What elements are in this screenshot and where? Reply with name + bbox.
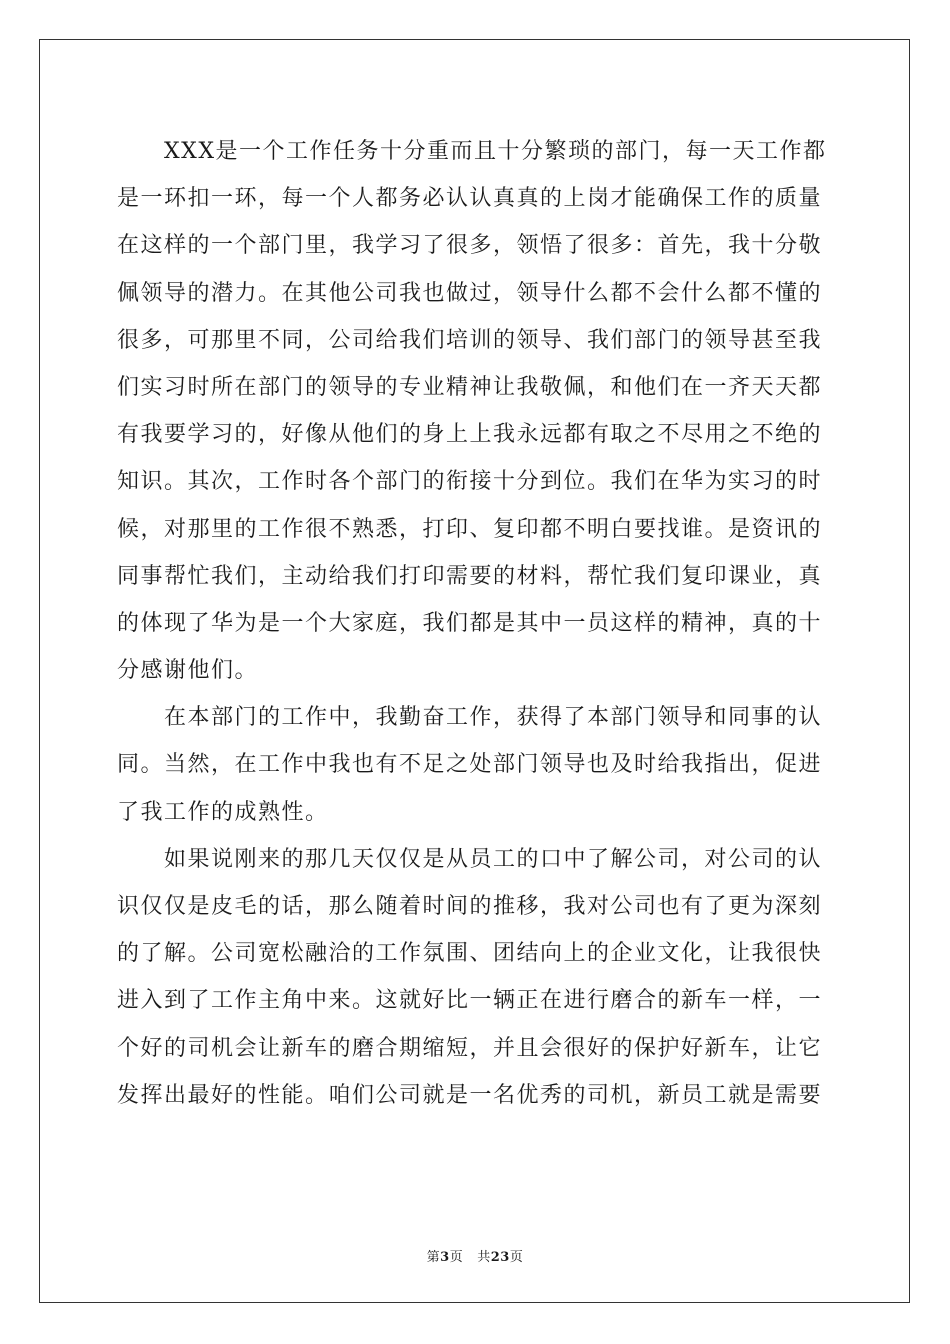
page-suffix: 页 [449,1250,464,1265]
text-line: 很多，可那里不同，公司给我们培训的领导、我们部门的领导甚至我 [117,327,823,353]
text-line: 分感谢他们。 [117,658,259,684]
text-line: 的了解。公司宽松融洽的工作氛围、团结向上的企业文化，让我很快 [117,941,823,967]
text-line: 知识。其次，工作时各个部门的衔接十分到位。我们在华为实习的时 [117,469,823,495]
document-body [117,128,835,1119]
text-line: 候，对那里的工作很不熟悉，打印、复印都不明白要找谁。是资讯的 [117,516,823,542]
text-line: 佩领导的潜力。在其他公司我也做过，领导什么都不会什么都不懂的 [117,280,823,306]
paragraph-3 [117,836,835,1119]
text-line: 进入到了工作主角中来。这就好比一辆正在进行磨合的新车一样，一 [117,988,823,1014]
text-line: 同。当然，在工作中我也有不足之处部门领导也及时给我指出，促进 [117,752,823,778]
total-suffix: 页 [509,1250,524,1265]
text-line: 是一环扣一环，每一个人都务必认认真真的上岗才能确保工作的质量 [117,186,823,212]
paragraph-1 [117,128,835,694]
text-line: 发挥出最好的性能。咱们公司就是一名优秀的司机，新员工就是需要 [117,1082,823,1108]
text-line: 识仅仅是皮毛的话，那么随着时间的推移，我对公司也有了更为深刻 [117,894,823,919]
text-line: 如果说刚来的那几天仅仅是从员工的口中了解公司，对公司的认 [164,846,823,872]
text-line: 有我要学习的，好像从他们的身上上我永远都有取之不尽用之不绝的 [117,422,823,448]
text-line: 们实习时所在部门的领导的专业精神让我敬佩，和他们在一齐天天都 [117,374,823,400]
text-line: 了我工作的成熟性。 [117,799,329,825]
text-line: XXX是一个工作任务十分重而且十分繁琐的部门，每一天工作都 [164,139,827,164]
text-line: 在本部门的工作中，我勤奋工作，获得了本部门领导和同事的认 [164,705,823,731]
text-line: 同事帮忙我们，主动给我们打印需要的材料，帮忙我们复印课业，真 [117,563,823,589]
text-line: 的体现了华为是一个大家庭，我们都是其中一员这样的精神，真的十 [117,610,823,636]
text-line: 在这样的一个部门里，我学习了很多，领悟了很多：首先，我十分敬 [117,233,823,259]
page-number: 3 [440,1250,450,1265]
paragraph-2 [117,694,835,836]
total-pages: 23 [490,1250,510,1265]
total-prefix: 共 [477,1250,491,1265]
text-line: 个好的司机会让新车的磨合期缩短，并且会很好的保护好新车，让它 [117,1035,823,1061]
page-prefix: 第 [426,1250,441,1265]
page-footer [0,1246,950,1265]
